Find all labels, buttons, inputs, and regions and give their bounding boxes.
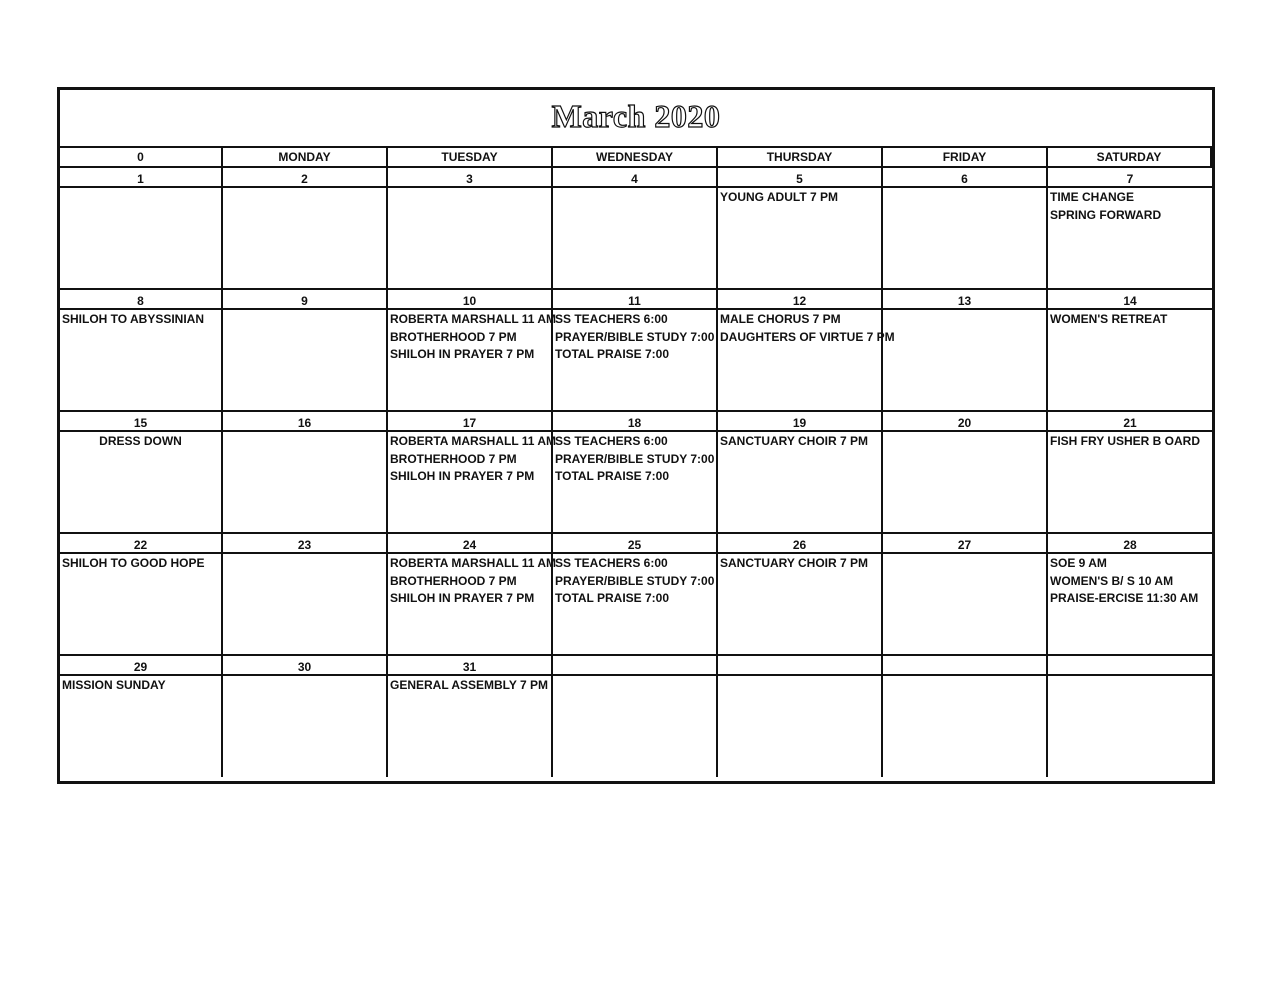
day-cell <box>388 554 557 656</box>
day-cell <box>718 188 883 290</box>
event-item: TOTAL PRAISE 7:00 <box>555 469 670 483</box>
date-number: 29 <box>60 656 223 676</box>
date-number: 17 <box>388 412 553 432</box>
event-item: ROBERTA MARSHALL 11 AM <box>390 434 557 448</box>
date-number: 24 <box>388 534 553 554</box>
event-item: PRAYER/BIBLE STUDY 7:00 <box>555 573 715 588</box>
date-number: 11 <box>553 290 718 310</box>
event-item: SHILOH IN PRAYER 7 PM <box>390 469 535 483</box>
event-item: SHILOH IN PRAYER 7 PM <box>390 591 535 605</box>
calendar <box>57 87 1215 784</box>
date-number: 10 <box>388 290 553 310</box>
day-cell <box>388 310 557 412</box>
day-cell <box>60 310 223 412</box>
date-number <box>1048 656 1212 676</box>
event-item: SANCTUARY CHOIR 7 PM <box>720 556 869 570</box>
day-header-friday: FRIDAY <box>883 148 1048 168</box>
day-cell <box>223 188 388 290</box>
day-cell <box>1048 310 1212 412</box>
date-number: 25 <box>553 534 718 554</box>
date-number: 1 <box>60 168 223 188</box>
day-header-wednesday: WEDNESDAY <box>553 148 718 168</box>
date-number: 15 <box>60 412 223 432</box>
event-item: TOTAL PRAISE 7:00 <box>555 591 670 605</box>
day-cell <box>60 432 223 534</box>
event-item: ROBERTA MARSHALL 11 AM <box>390 312 557 326</box>
date-number: 16 <box>223 412 388 432</box>
event-item: MALE CHORUS 7 PM <box>720 312 841 326</box>
event-item: SPRING FORWARD <box>1050 207 1162 222</box>
day-header-monday: MONDAY <box>223 148 388 168</box>
event-item: DRESS DOWN <box>99 434 182 448</box>
event-item: TOTAL PRAISE 7:00 <box>555 347 670 361</box>
date-number: 14 <box>1048 290 1212 310</box>
event-item: WOMEN'S RETREAT <box>1050 312 1168 326</box>
date-number: 13 <box>883 290 1048 310</box>
event-item: SHILOH IN PRAYER 7 PM <box>390 347 535 361</box>
day-cell <box>388 676 553 777</box>
date-number: 5 <box>718 168 883 188</box>
date-number: 18 <box>553 412 718 432</box>
event-item: DAUGHTERS OF VIRTUE 7 PM <box>720 329 895 344</box>
day-cell <box>553 554 718 656</box>
date-number: 22 <box>60 534 223 554</box>
event-item: FISH FRY USHER B OARD <box>1050 434 1201 448</box>
day-cell <box>1048 676 1212 777</box>
event-item: SHILOH TO ABYSSINIAN <box>62 312 205 326</box>
date-number: 28 <box>1048 534 1212 554</box>
date-number: 19 <box>718 412 883 432</box>
event-item: BROTHERHOOD 7 PM <box>390 451 517 466</box>
title-band <box>60 90 1212 148</box>
day-cell <box>883 188 1048 290</box>
day-cell <box>60 554 223 656</box>
event-item: SANCTUARY CHOIR 7 PM <box>720 434 869 448</box>
date-number: 23 <box>223 534 388 554</box>
day-cell <box>223 310 388 412</box>
day-cell <box>883 554 1048 656</box>
date-number: 3 <box>388 168 553 188</box>
day-cell <box>1048 432 1212 534</box>
event-item: SOE 9 AM <box>1050 556 1107 570</box>
date-number: 30 <box>223 656 388 676</box>
date-number: 4 <box>553 168 718 188</box>
event-item: SS TEACHERS 6:00 <box>555 312 668 326</box>
day-header-thursday: THURSDAY <box>718 148 883 168</box>
day-cell <box>60 676 223 777</box>
day-cell <box>1048 554 1212 656</box>
event-item: PRAISE-ERCISE 11:30 AM <box>1050 591 1199 605</box>
calendar-title: March 2020 <box>551 98 721 134</box>
day-cell <box>883 432 1048 534</box>
date-number: 2 <box>223 168 388 188</box>
date-number: 20 <box>883 412 1048 432</box>
day-header-sunday: 0 <box>60 148 223 168</box>
event-item: YOUNG ADULT 7 PM <box>720 190 839 204</box>
event-item: ROBERTA MARSHALL 11 AM <box>390 556 557 570</box>
day-cell <box>718 310 895 412</box>
event-item: PRAYER/BIBLE STUDY 7:00 <box>555 451 715 466</box>
event-item: MISSION SUNDAY <box>62 678 166 692</box>
event-item: WOMEN'S B/ S 10 AM <box>1050 573 1174 588</box>
day-cell <box>223 554 388 656</box>
day-cell <box>60 188 223 290</box>
day-cell <box>718 676 883 777</box>
date-number <box>883 656 1048 676</box>
day-cell <box>223 432 388 534</box>
day-cell <box>553 432 718 534</box>
event-item: TIME CHANGE <box>1050 190 1134 204</box>
day-cell <box>718 432 883 534</box>
date-number: 7 <box>1048 168 1212 188</box>
date-number: 6 <box>883 168 1048 188</box>
day-cell <box>388 432 557 534</box>
event-item: PRAYER/BIBLE STUDY 7:00 <box>555 329 715 344</box>
date-number: 21 <box>1048 412 1212 432</box>
date-number: 27 <box>883 534 1048 554</box>
day-cell <box>883 676 1048 777</box>
day-cell <box>223 676 388 777</box>
date-number: 12 <box>718 290 883 310</box>
event-item: SHILOH TO GOOD HOPE <box>62 556 205 570</box>
date-number: 8 <box>60 290 223 310</box>
date-number: 26 <box>718 534 883 554</box>
day-cell <box>718 554 883 656</box>
day-cell <box>553 676 718 777</box>
day-cell <box>553 188 718 290</box>
date-number: 31 <box>388 656 553 676</box>
day-cell <box>388 188 553 290</box>
date-number <box>553 656 718 676</box>
event-item: SS TEACHERS 6:00 <box>555 434 668 448</box>
event-item: BROTHERHOOD 7 PM <box>390 329 517 344</box>
day-cell <box>883 310 1048 412</box>
calendar-grid <box>60 148 1212 777</box>
day-cell <box>1048 188 1212 290</box>
event-item: GENERAL ASSEMBLY 7 PM <box>390 678 549 692</box>
event-item: SS TEACHERS 6:00 <box>555 556 668 570</box>
day-cell <box>553 310 718 412</box>
date-number <box>718 656 883 676</box>
day-header-saturday: SATURDAY <box>1048 148 1212 168</box>
event-item: BROTHERHOOD 7 PM <box>390 573 517 588</box>
date-number: 9 <box>223 290 388 310</box>
day-header-tuesday: TUESDAY <box>388 148 553 168</box>
